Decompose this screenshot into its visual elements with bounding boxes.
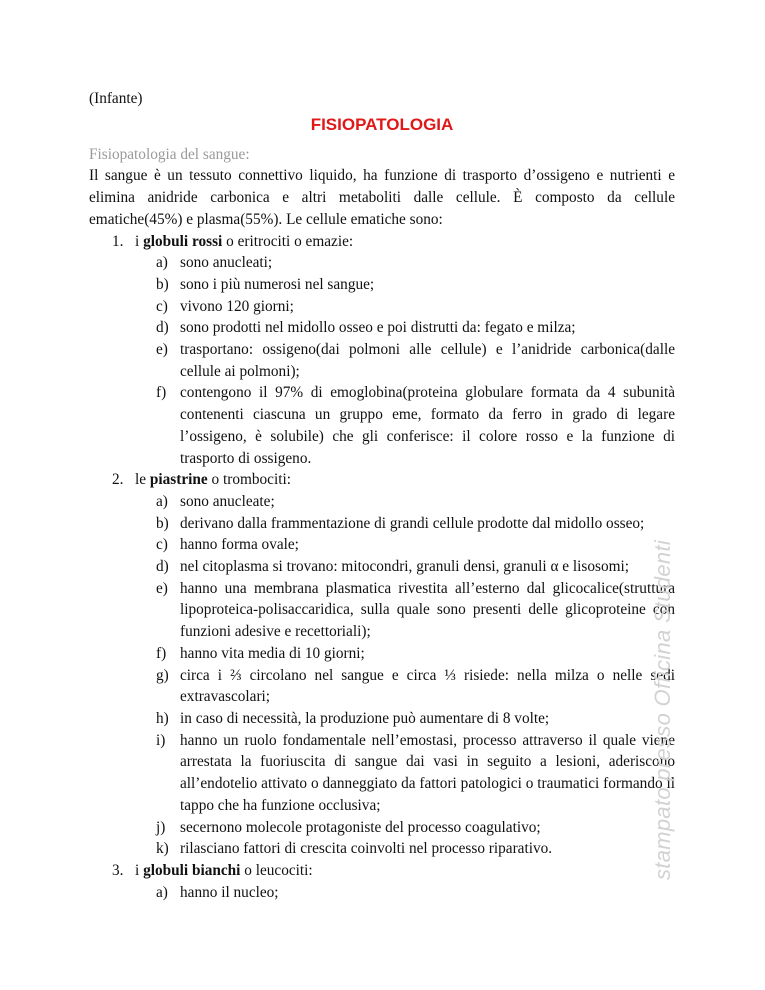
item-text: hanno il nucleo; [180, 883, 279, 901]
item-text: sono anucleati; [180, 254, 273, 272]
item-letter: d) [156, 558, 169, 576]
item-text: derivano dalla frammentazione di grandi cellule prodotte dal midollo osseo; [180, 514, 645, 532]
list-item [89, 491, 675, 513]
item-text: contengono il 97% di emoglobina(proteina globulare formata da 4 subunità contenenti ciascuna un gruppo eme, formato da ferro in grado di legare l’ossigeno, è solubile) che gli conferisce: il colore rosso e la funzione di trasporto di ossigeno. [180, 384, 675, 467]
item-text: sono prodotti nel midollo osseo e poi distrutti da: fegato e milza; [180, 319, 576, 337]
item-text: circa i ⅔ circolano nel sangue e circa ⅓ risiede: nella milza o nelle sedi extravascolari; [180, 666, 675, 706]
item-letter: g) [156, 666, 169, 684]
list-item [89, 838, 675, 860]
section-suffix: o eritrociti o emazie: [222, 232, 354, 250]
item-letter: b) [156, 275, 169, 293]
section-term: globuli bianchi [143, 861, 241, 879]
item-letter: i) [156, 731, 166, 749]
item-text: rilasciano fattori di crescita coinvolti nel processo riparativo. [180, 840, 553, 858]
list-item [89, 882, 675, 904]
cell-list [89, 231, 675, 904]
item-letter: j) [156, 818, 166, 836]
list-item [89, 339, 675, 382]
item-letter: c) [156, 297, 168, 315]
list-item [89, 556, 675, 578]
section-number: 1. [112, 232, 124, 250]
list-item [89, 665, 675, 708]
section-number: 2. [112, 471, 124, 489]
item-text: vivono 120 giorni; [180, 297, 294, 315]
section-number: 3. [112, 861, 124, 879]
item-letter: c) [156, 536, 168, 554]
list-item [89, 252, 675, 274]
item-text: trasportano: ossigeno(dai polmoni alle cellule) e l’anidride carbonica(dalle cellule ai polmoni); [180, 341, 675, 380]
item-text: hanno vita media di 10 giorni; [180, 644, 365, 662]
document-page [89, 88, 675, 903]
list-item [89, 513, 675, 535]
section-prefix: i [135, 861, 144, 879]
section-subtitle: Fisiopatologia del sangue: [89, 145, 250, 163]
intro-paragraph: Il sangue è un tessuto connettivo liquido, ha funzione di trasporto d’ossigeno e nutrienti e elimina anidride carbonica e altri metaboliti dalle cellule. È composto da cellule ematiche(45%) e plasma(55%). Le cellule ematiche sono: [89, 167, 675, 228]
item-text: hanno un ruolo fondamentale nell’emostasi, processo attraverso il quale viene arrestata la fuoriuscita di sangue dai vasi in seguito a lesioni, aderiscono all’endotelio attivato o danneggiato da fattori patologici o traumatici formando il tappo che ha funzione occlusiva; [180, 731, 675, 814]
item-letter: b) [156, 514, 169, 532]
sub-list [89, 882, 675, 904]
header-note: (Infante) [89, 90, 143, 107]
section-suffix: o leucociti: [240, 861, 313, 879]
item-text: secernono molecole protagoniste del processo coagulativo; [180, 818, 541, 836]
watermark: stampato presso Officina Studenti [650, 539, 675, 880]
list-item [89, 317, 675, 339]
item-text: hanno una membrana plasmatica rivestita all’esterno dal glicocalice(struttura lipoproteica-polisaccaridica, sulla quale sono presenti delle glicoproteine con funzioni adesive e recettoriali); [180, 579, 675, 641]
section-suffix: o trombociti: [207, 471, 291, 489]
list-item [89, 578, 675, 643]
item-letter: d) [156, 319, 169, 337]
list-section-heading [89, 469, 675, 491]
item-letter: a) [156, 254, 168, 272]
item-text: sono i più numerosi nel sangue; [180, 275, 375, 293]
item-letter: k) [156, 840, 169, 858]
item-letter: e) [156, 341, 168, 359]
sub-list [89, 491, 675, 860]
item-letter: a) [156, 883, 168, 901]
item-text: nel citoplasma si trovano: mitocondri, granuli densi, granuli α e lisosomi; [180, 558, 630, 576]
list-item [89, 296, 675, 318]
list-item [89, 708, 675, 730]
item-letter: e) [156, 579, 168, 597]
section-prefix: le [135, 471, 150, 489]
item-letter: f) [156, 384, 167, 402]
list-section-heading [89, 231, 675, 253]
list-item [89, 643, 675, 665]
sub-list [89, 252, 675, 469]
list-item [89, 274, 675, 296]
section-term: globuli rossi [143, 232, 223, 250]
section-term: piastrine [149, 471, 208, 489]
item-letter: f) [156, 644, 167, 662]
page-title: FISIOPATOLOGIA [310, 114, 454, 134]
item-letter: a) [156, 492, 168, 510]
list-item [89, 382, 675, 469]
item-letter: h) [156, 709, 169, 727]
item-text: sono anucleate; [180, 492, 275, 510]
item-text: hanno forma ovale; [180, 536, 299, 554]
item-text: in caso di necessità, la produzione può aumentare di 8 volte; [180, 709, 550, 727]
list-item [89, 730, 675, 817]
section-prefix: i [135, 232, 144, 250]
list-section-heading [89, 860, 675, 882]
list-item [89, 817, 675, 839]
list-item [89, 534, 675, 556]
